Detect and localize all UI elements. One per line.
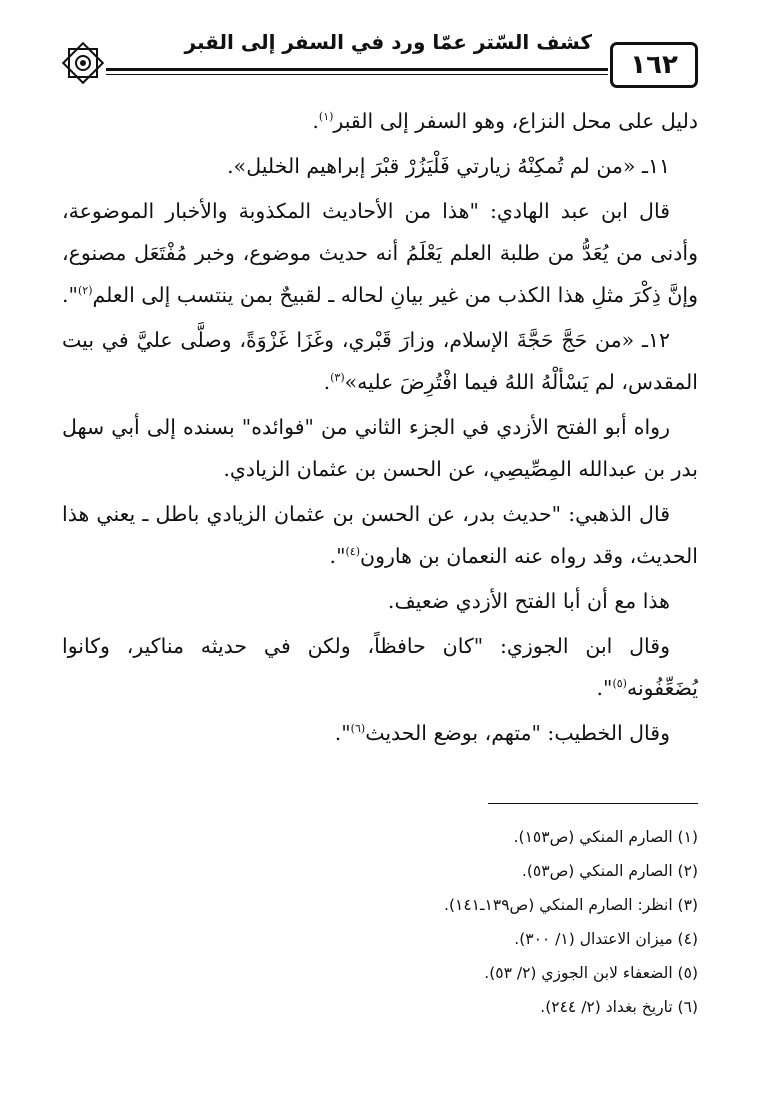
- hadith-entry: ١٢ـ «من حَجَّ حَجَّةَ الإسلام، وزارَ قَبْري، وغَزَا غَزْوَةً، وصلَّى عليَّ في بيت المقدس، لم يَسْألْهُ اللهُ فيما افْتُرِضَ عليه»$^{(٣)}$.: [62, 328, 698, 394]
- main-text: [62, 100, 698, 757]
- footnote-ref[interactable]: (٤): [345, 545, 361, 559]
- footnote-ref[interactable]: (٦): [350, 722, 366, 736]
- paragraph: قال ابن عبد الهادي: "هذا من الأحاديث المكذوبة والأخبار الموضوعة، وأدنى من يُعَدُّ من طلبة العلم يَعْلَمُ أنه حديث موضوع، وخبر مُفْتَعَل مصنوع، وإنَّ ذِكْرَ مثلِ هذا الكذب من غير بيانِ لحاله ـ لقبيحٌ بمن ينتسب إلى العلم$^{(٢)}$".: [62, 199, 698, 307]
- header-rule: [106, 68, 608, 71]
- footnote-item: (٦) تاريخ بغداد (٢/ ٢٤٤).: [540, 998, 698, 1016]
- paragraph: هذا مع أن أبا الفتح الأزدي ضعيف.: [387, 589, 670, 613]
- octagram-ornament-icon: [60, 40, 106, 86]
- footnote-item: (٥) الضعفاء لابن الجوزي (٢/ ٥٣).: [484, 964, 698, 982]
- footnote-separator: [488, 803, 698, 804]
- running-title: كشف السّتر عمّا ورد في السفر إلى القبر: [184, 30, 592, 54]
- footnote-ref[interactable]: (٢): [77, 284, 93, 298]
- hadith-entry: ١١ـ «من لم تُمكِنْهُ زيارتي فَلْيَزُرْ قبْرَ إبراهيم الخليل».: [227, 154, 670, 178]
- footnote-item: (٢) الصارم المنكي (ص٥٣).: [521, 862, 698, 880]
- footnote-ref[interactable]: (٥): [612, 677, 627, 691]
- footnote-ref[interactable]: (٣): [330, 371, 345, 385]
- paragraph: رواه أبو الفتح الأزدي في الجزء الثاني من "فوائده" بسنده إلى أبي سهل بدر بن عبدالله المِصِّيصِي، عن الحسن بن عثمان الزيادي.: [62, 415, 698, 481]
- footnotes: [58, 820, 698, 1024]
- page-header: [60, 26, 698, 92]
- paragraph: وقال الخطيب: "متهم، بوضع الحديث$^{(٦)}$".: [334, 721, 670, 745]
- footnote-item: (٤) ميزان الاعتدال (١/ ٣٠٠).: [514, 930, 698, 948]
- footnote-ref[interactable]: (١): [318, 110, 334, 124]
- paragraph: دليل على محل النزاع، وهو السفر إلى القبر$^{(١)}$.: [312, 109, 698, 133]
- page-number: ١٦٢: [610, 42, 698, 88]
- paragraph: قال الذهبي: "حديث بدر، عن الحسن بن عثمان الزيادي باطل ـ يعني هذا الحديث، وقد رواه عنه النعمان بن هارون$^{(٤)}$".: [62, 502, 698, 568]
- paragraph: وقال ابن الجوزي: "كان حافظاً، ولكن في حديثه مناكير، وكانوا يُضَعِّفُونه$^{(٥)}$".: [62, 634, 698, 700]
- footnote-item: (٣) انظر: الصارم المنكي (ص١٣٩ـ١٤١).: [444, 896, 698, 914]
- footnote-item: (١) الصارم المنكي (ص١٥٣).: [513, 828, 698, 846]
- header-rule-thin: [106, 74, 608, 75]
